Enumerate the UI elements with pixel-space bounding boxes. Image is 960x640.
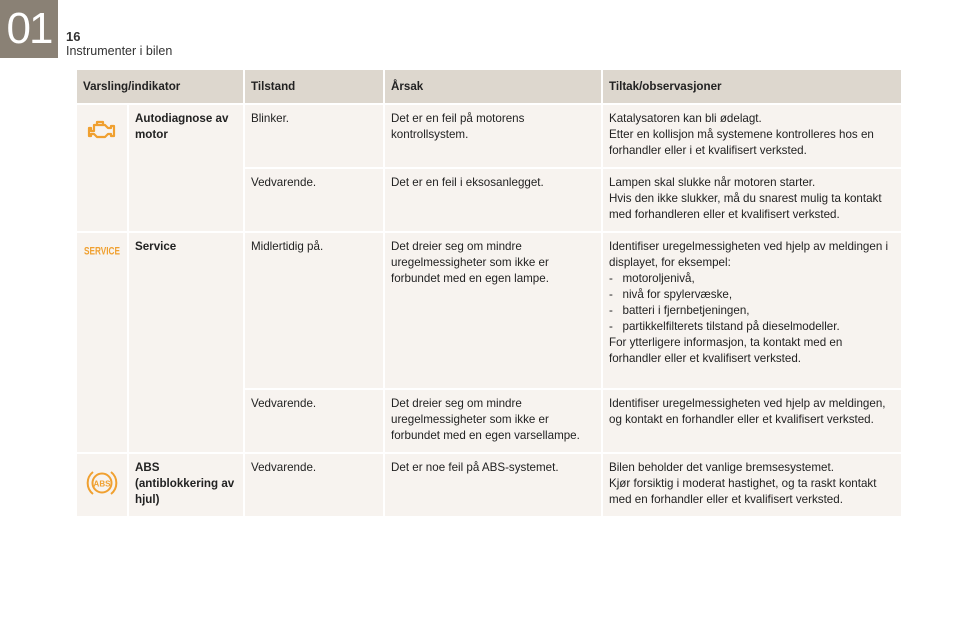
section-title: Instrumenter i bilen [66,44,173,58]
cause-text: Det er en feil i eksosanlegget. [385,169,601,231]
action-text: Etter en kollisjon må systemene kontrolleres hos en forhandler eller i et kvalifisert verksted. [609,128,874,157]
state-text: Vedvarende. [245,390,383,452]
action-text: For ytterligere informasjon, ta kontakt med en forhandler eller et kvalifisert verksted. [609,336,843,365]
warning-lights-table [75,68,903,518]
state-text: Midlertidig på. [245,233,383,388]
abs-icon-cell [77,454,127,516]
table-row [77,105,901,167]
action-list-item: - nivå for spylervæske, [609,288,733,301]
service-icon-label: SERVICE [84,245,120,258]
indicator-name: ABS (antiblokkering av hjul) [129,454,243,516]
cause-text: Det dreier seg om mindre uregelmessigheter som ikke er forbundet med en egen lampe. [385,233,601,388]
action-cell [603,169,901,231]
action-cell [603,390,901,452]
table-row [77,454,901,516]
state-text: Vedvarende. [245,169,383,231]
action-text: Hvis den ikke slukker, må du snarest mulig ta kontakt med forhandleren eller et kvalifisert verksted. [609,192,882,221]
column-header-action: Tiltak/observasjoner [603,70,901,103]
cause-text: Det er en feil på motorens kontrollsystem. [385,105,601,167]
action-list-item: - batteri i fjernbetjeningen, [609,304,750,317]
table-header-row [77,70,901,103]
cause-text: Det er noe feil på ABS-systemet. [385,454,601,516]
action-text: Katalysatoren kan bli ødelagt. [609,112,762,125]
table-row [77,233,901,388]
column-header-indicator: Varsling/indikator [77,70,243,103]
page-number: 16 [66,29,81,44]
action-list-item: - partikkelfilterets tilstand på dieselmodeller. [609,320,840,333]
state-text: Blinker. [245,105,383,167]
action-text: Lampen skal slukke når motoren starter. [609,176,816,189]
action-cell [603,233,901,388]
action-cell [603,454,901,516]
action-text: Kjør forsiktig i moderat hastighet, og ta raskt kontakt med en forhandler eller et kvalifisert verksted. [609,477,877,506]
abs-icon-label: ABS [93,479,111,489]
action-list-item: - motoroljenivå, [609,272,695,285]
engine-icon-cell [77,105,127,231]
action-cell [603,105,901,167]
indicator-name: Service [129,233,243,452]
cause-text: Det dreier seg om mindre uregelmessigheter som ikke er forbundet med en egen varsellampe. [385,390,601,452]
column-header-cause: Årsak [385,70,601,103]
engine-icon [87,119,117,141]
service-icon-cell [77,233,127,452]
state-text: Vedvarende. [245,454,383,516]
action-text: Identifiser uregelmessigheten ved hjelp av meldingen i displayet, for eksempel: [609,240,889,269]
service-icon [83,243,121,257]
indicator-name: Autodiagnose av motor [129,105,243,231]
abs-icon [86,468,118,498]
action-text: Bilen beholder det vanlige bremsesystemet. [609,461,834,474]
column-header-state: Tilstand [245,70,383,103]
action-text: Identifiser uregelmessigheten ved hjelp av meldingen, og kontakt en forhandler eller et kvalifisert verksted. [609,397,886,426]
chapter-tab: 01 [0,0,58,58]
